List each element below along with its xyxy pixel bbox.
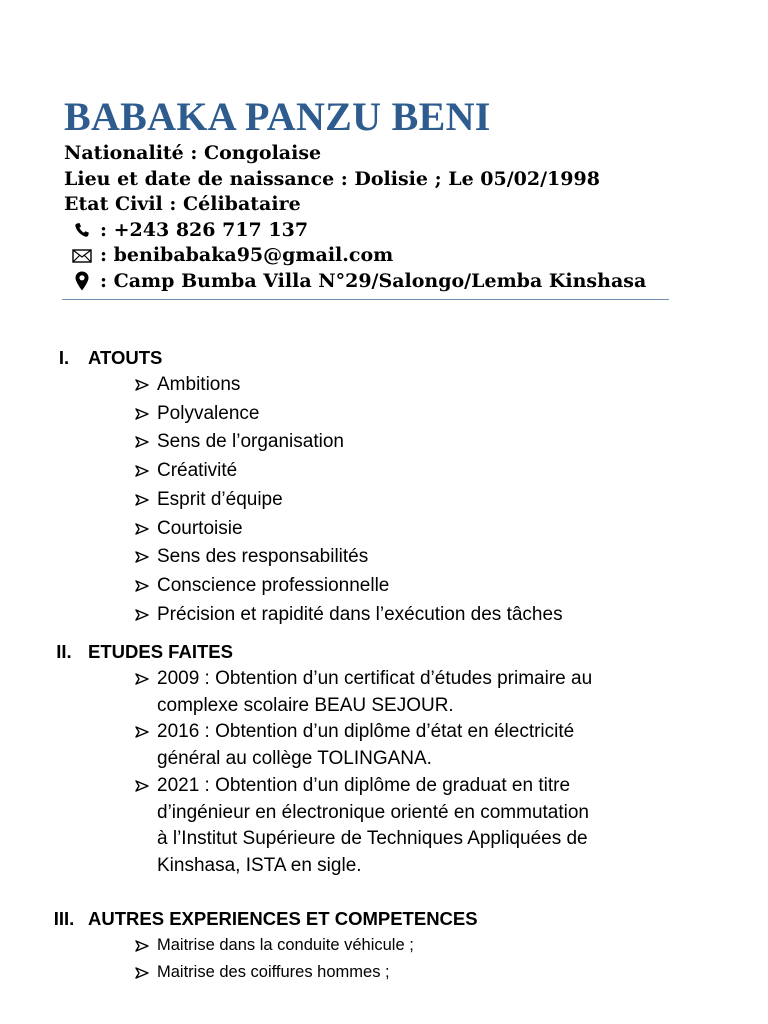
list-item-text: Courtoisie [157,517,243,539]
arrow-bullet-icon [135,544,157,573]
arrow-bullet-icon [135,933,157,960]
list-item [135,666,592,719]
section-heading: ATOUTS [88,347,163,368]
address-text: : Camp Bumba Villa N°29/Salongo/Lemba Kinshasa [100,269,647,292]
list-item [135,487,563,516]
list-item-line: Kinshasa, ISTA en sigle. [157,854,362,876]
list-item-line: 2016 : Obtention d’un diplôme d’état en électricité [157,721,575,743]
arrow-bullet-icon [135,666,157,719]
list-item-text: Conscience professionnelle [157,574,390,596]
arrow-bullet-icon [135,602,157,631]
arrow-bullet-icon [135,372,157,401]
list-item-text: Créativité [157,460,238,482]
list-item-line: à l’Institut Supérieure de Techniques Appliquées de [157,828,588,850]
list-item-text [157,719,574,772]
etudes-list [135,666,592,880]
list-item [135,429,563,458]
list-item-text: Esprit d’équipe [157,488,283,510]
list-item [135,372,563,401]
arrow-bullet-icon [135,487,157,516]
list-item [135,960,414,987]
section-etudes-title [40,641,233,663]
list-item-line: 2009 : Obtention d’un certificat d’études primaire au [157,668,593,689]
envelope-icon [64,249,100,263]
list-item-line: complexe scolaire BEAU SEJOUR. [157,694,454,716]
nationality-line: Nationalité : Congolaise [64,142,322,164]
arrow-bullet-icon [135,429,157,458]
arrow-bullet-icon [135,773,157,880]
personal-info [64,141,646,294]
arrow-bullet-icon [135,458,157,487]
section-number: II. [56,641,72,662]
list-item [135,719,592,772]
experiences-list [135,933,414,987]
section-number: I. [58,347,70,368]
section-experiences-title [40,908,478,930]
atouts-list [135,372,563,630]
list-item-text: Sens des responsabilités [157,546,369,568]
header-divider [62,299,669,300]
list-item-text: Maitrise dans la conduite véhicule ; [157,936,414,954]
civil-status-line: Etat Civil : Célibataire [64,193,301,215]
list-item-text [157,666,592,719]
arrow-bullet-icon [135,401,157,430]
address-line [64,269,646,295]
list-item [135,933,414,960]
list-item-text: Polyvalence [157,402,260,424]
arrow-bullet-icon [135,719,157,772]
section-heading: ETUDES FAITES [88,641,233,662]
phone-line [64,218,646,244]
list-item [135,602,563,631]
list-item-line: général au collège TOLINGANA. [157,748,432,770]
section-number: III. [53,908,75,929]
list-item-text [157,773,589,880]
list-item-text: Sens de l’organisation [157,431,344,453]
phone-icon [64,222,100,238]
list-item-text: Maitrise des coiffures hommes ; [157,963,390,981]
arrow-bullet-icon [135,573,157,602]
list-item [135,401,563,430]
section-heading: AUTRES EXPERIENCES ET COMPETENCES [88,908,478,929]
list-item-text: Ambitions [157,374,241,395]
section-atouts-title [40,347,162,369]
location-pin-icon [64,271,100,291]
list-item [135,773,592,880]
birth-line: Lieu et date de naissance : Dolisie ; Le 05/02/1998 [64,167,600,190]
list-item [135,573,563,602]
list-item-text: Précision et rapidité dans l’exécution des tâches [157,603,563,625]
cv-name: BABAKA PANZU BENI [64,94,491,139]
email-line [64,243,646,269]
phone-text: : +243 826 717 137 [100,218,309,241]
email-text: : benibabaka95@gmail.com [100,244,394,266]
list-item [135,544,563,573]
list-item [135,516,563,545]
list-item [135,458,563,487]
arrow-bullet-icon [135,516,157,545]
list-item-line: 2021 : Obtention d’un diplôme de graduat en titre [157,774,571,796]
arrow-bullet-icon [135,960,157,987]
list-item-line: d’ingénieur en électronique orienté en commutation [157,801,589,823]
